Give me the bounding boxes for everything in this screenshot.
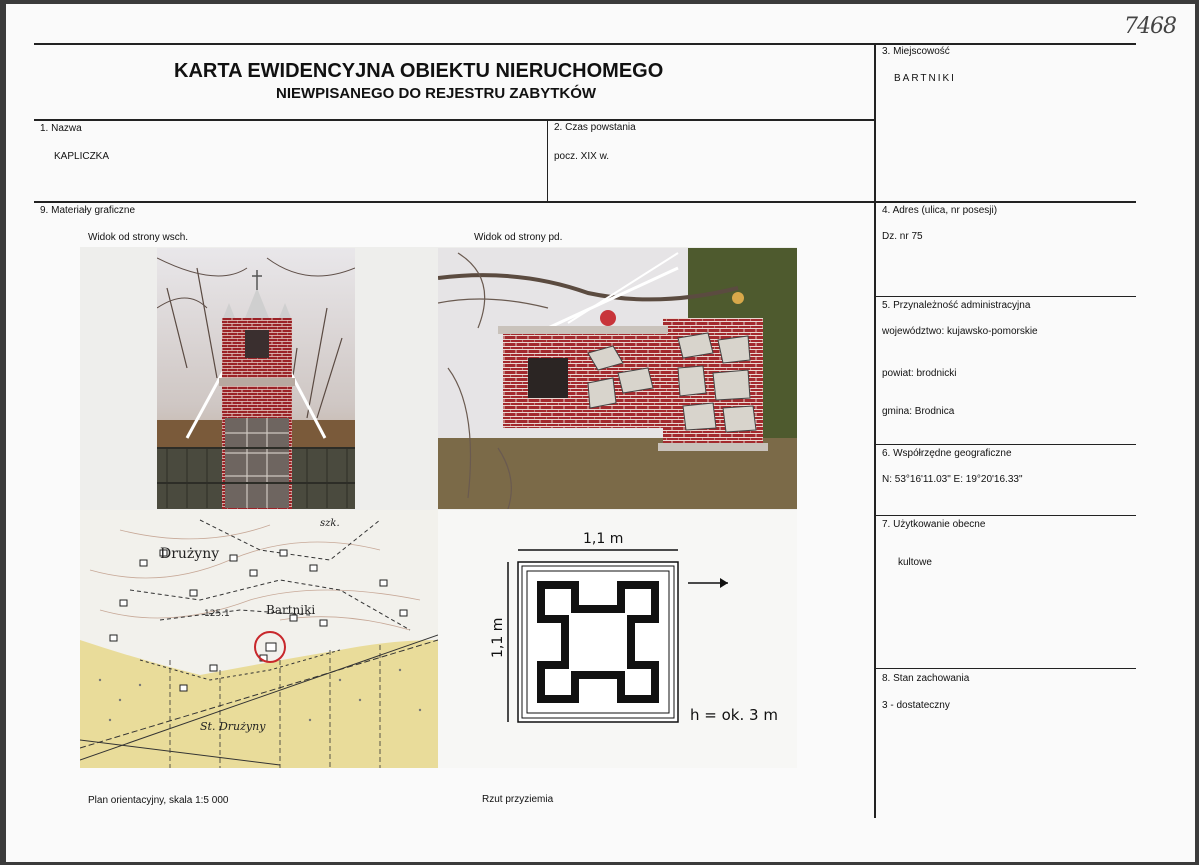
map-label-druzyny: Drużyny	[160, 546, 220, 562]
plan-depth-label: 1,1 m	[490, 617, 506, 658]
field-wojewodztwo-value: województwo: kujawsko-pomorskie	[882, 326, 1038, 337]
sec6-line	[876, 444, 1136, 445]
plan-width-label: 1,1 m	[583, 531, 624, 547]
photo-south-caption: Widok od strony pd.	[474, 232, 563, 243]
map-label-elev: 125.1	[204, 609, 230, 619]
photo-east-view	[157, 248, 355, 509]
record-card-sheet	[6, 4, 1195, 862]
field-wspolrzedne-value: N: 53°16'11.03" E: 19°20'16.33"	[882, 474, 1023, 485]
field-czas-value: pocz. XIX w.	[554, 151, 610, 162]
handwritten-number: 7468	[1124, 14, 1176, 39]
orientation-map	[80, 510, 438, 768]
field-gmina-value: gmina: Brodnica	[882, 406, 955, 417]
map-caption: Plan orientacyjny, skala 1:5 000	[88, 795, 229, 806]
plan-caption: Rzut przyziemia	[482, 794, 554, 805]
title-bottom-line	[34, 119, 874, 121]
field-stan-label: 8. Stan zachowania	[882, 673, 970, 684]
card-title: KARTA EWIDENCYJNA OBIEKTU NIERUCHOMEGO	[174, 60, 664, 82]
field-uzytkowanie-label: 7. Użytkowanie obecne	[882, 519, 986, 530]
name-divider	[547, 119, 548, 203]
field-nazwa-label: 1. Nazwa	[40, 123, 82, 134]
field-materialy-label: 9. Materiały graficzne	[40, 205, 136, 216]
card-subtitle: NIEWPISANEGO DO REJESTRU ZABYTKÓW	[276, 85, 597, 102]
map-label-bartniki: Bartniki	[266, 603, 316, 617]
map-label-szk: szk.	[320, 518, 340, 529]
field-nazwa-value: KAPLICZKA	[54, 151, 110, 162]
sec7-line	[876, 515, 1136, 516]
field-adres-label: 4. Adres (ulica, nr posesji)	[882, 205, 998, 216]
sec8-line	[876, 668, 1136, 669]
photo-south-view	[438, 248, 797, 509]
field-przynaleznosc-label: 5. Przynależność administracyjna	[882, 300, 1031, 311]
right-column-divider	[874, 43, 876, 818]
field-uzytkowanie-value: kultowe	[898, 557, 932, 568]
sec5-line	[876, 296, 1136, 297]
field-miejscowosc-label: 3. Miejscowość	[882, 46, 950, 57]
map-label-st-druzyny: St. Drużyny	[200, 720, 266, 733]
plan-height-label: h = ok. 3 m	[690, 706, 778, 724]
field-miejscowosc-value: BARTNIKI	[894, 73, 956, 84]
field-stan-value: 3 - dostateczny	[882, 700, 950, 711]
photo-east-caption: Widok od strony wsch.	[88, 232, 189, 243]
top-border-line	[34, 43, 1136, 45]
field-czas-label: 2. Czas powstania	[554, 122, 636, 133]
field-adres-value: Dz. nr 75	[882, 231, 923, 242]
ground-plan	[438, 510, 797, 768]
field-wspolrzedne-label: 6. Współrzędne geograficzne	[882, 448, 1012, 459]
field-powiat-value: powiat: brodnicki	[882, 368, 957, 379]
section9-top-line	[34, 201, 1136, 203]
